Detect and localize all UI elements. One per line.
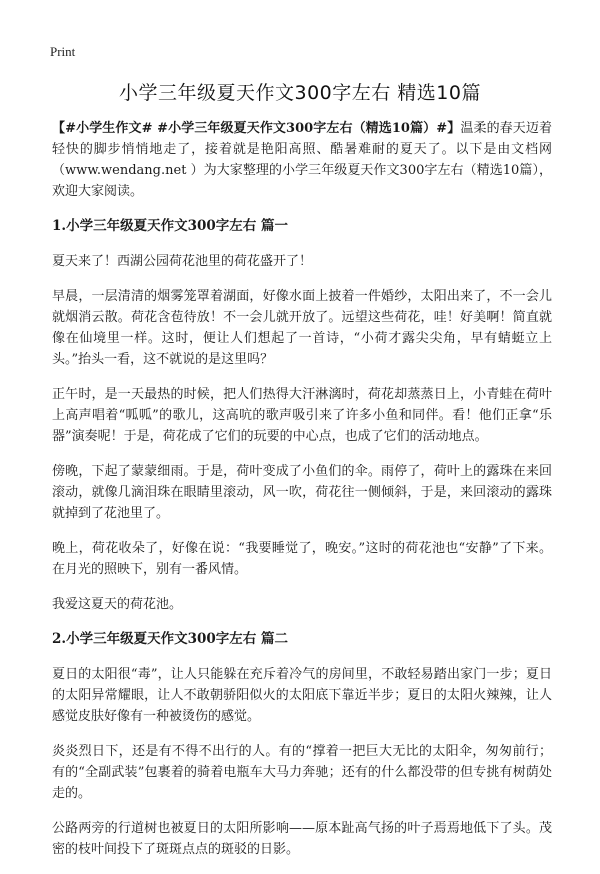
paragraph: 夏日的太阳很“毒”，让人只能躲在充斥着冷气的房间里，不敢轻易踏出家门一步；夏日的太阳异常耀眼，让人不敢朝骄阳似火的太阳底下靠近半步；夏日的太阳火辣辣，让人感觉皮肤好像有一种被烫伤的感觉。 bbox=[52, 667, 552, 724]
paragraph: 我爱这夏天的荷花池。 bbox=[52, 597, 183, 612]
paragraph: 炎炎烈日下，还是有不得不出行的人。有的“撑着一把巨大无比的太阳伞，匆匆前行；有的“全副武装”包裹着的骑着电瓶车大马力奔驰；还有的什么都没带的但专挑有树荫处走的。 bbox=[52, 744, 552, 801]
intro-tag: 【#小学生作文# #小学三年级夏天作文300字左右（精选10篇）#】 bbox=[52, 121, 461, 136]
paragraph: 正午时，是一天最热的时候，把人们热得大汗淋漓时，荷花却蒸蒸日上，小青蛙在荷叶上高声唱着“呱呱”的歌儿，这高吭的歌声吸引来了许多小鱼和同伴。看！他们正拿“乐器”演奏呢！于是，荷花成了它们的玩要的中心点，也成了它们的活动地点。 bbox=[52, 387, 552, 444]
paragraph: 夏天来了！西湖公园荷花池里的荷花盛开了！ bbox=[52, 254, 313, 269]
intro-text: 温柔的春天迈着轻快的脚步悄悄地走了，接着就是艳阳高照、酷暑难耐的夏天了。以下是由文档网（www.wendang.net ）为大家整理的小学三年级夏天作文300字左右（精选10篇），欢迎大家阅读。 bbox=[52, 121, 552, 199]
intro-paragraph bbox=[52, 118, 552, 202]
paragraph: 公路两旁的行道树也被夏日的太阳所影响——原本趾高气扬的叶子焉焉地低下了头。茂密的枝叶间投下了斑斑点点的斑驳的日影。 bbox=[52, 821, 552, 857]
paragraph: 晚上，荷花收朵了，好像在说：“我要睡觉了，晚安。”这时的荷花池也“安静”了下来。在月光的照映下，别有一番风情。 bbox=[52, 541, 552, 577]
paragraph: 早晨，一层清清的烟雾笼罩着湖面，好像水面上披着一件婚纱，太阳出来了，不一会儿就烟消云散。荷花含苞待放！不一会儿就开放了。远望这些荷花，哇！好美啊！简直就像在仙境里一样。这时，便让人们想起了一首诗，“小荷才露尖尖角，早有蜻蜓立上头。”抬头一看，这不就说的是这里吗？ bbox=[52, 289, 552, 367]
page-title: 小学三年级夏天作文300字左右 精选10篇 bbox=[119, 82, 481, 104]
paragraph: 傍晚，下起了蒙蒙细雨。于是，荷叶变成了小鱼们的伞。雨停了，荷叶上的露珠在来回滚动，就像几滴泪珠在眼睛里滚动，风一吹，荷花往一侧倾斜，于是，来回滚动的露珠就掉到了花池里了。 bbox=[52, 464, 552, 521]
section-heading-1: 1.小学三年级夏天作文300字左右 篇一 bbox=[52, 218, 288, 234]
section-heading-2: 2.小学三年级夏天作文300字左右 篇二 bbox=[52, 631, 288, 647]
print-link[interactable]: Print bbox=[50, 44, 76, 59]
article-body bbox=[52, 118, 552, 874]
